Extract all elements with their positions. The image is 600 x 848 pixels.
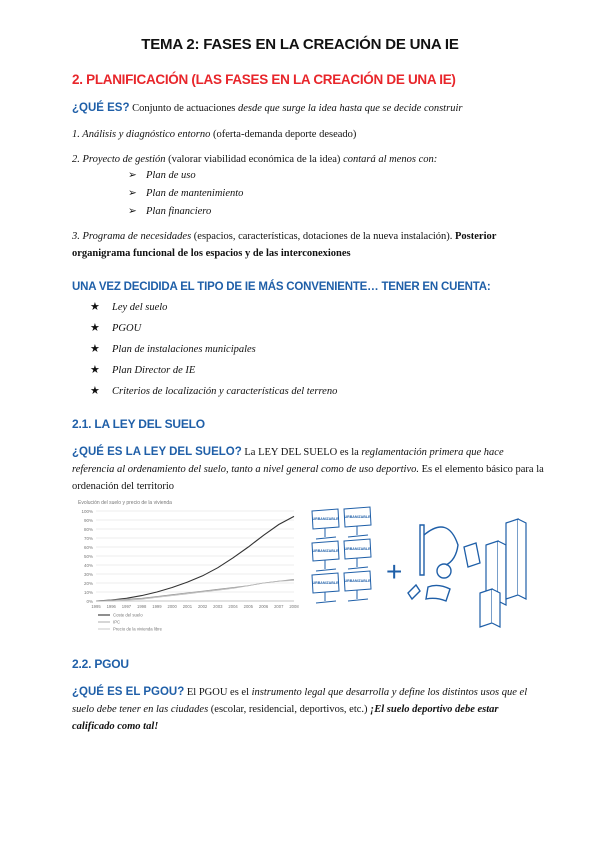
item-3 xyxy=(72,228,542,262)
text-italic: 1. Análisis y diagnóstico entorno xyxy=(72,129,211,140)
x-tick-label: 1999 xyxy=(152,604,162,609)
x-tick-label: 1997 xyxy=(121,604,132,609)
list-item xyxy=(90,297,337,318)
y-tick-label: 20% xyxy=(83,580,93,586)
star-icon: ★ xyxy=(90,385,100,397)
list-item xyxy=(90,318,337,339)
plans-list xyxy=(128,167,243,221)
y-tick-label: 30% xyxy=(83,571,93,577)
text: La LEY DEL SUELO es la xyxy=(241,447,362,458)
question-label: ¿QUÉ ES LA LEY DEL SUELO? xyxy=(72,446,242,458)
y-tick-label: 60% xyxy=(83,544,93,550)
y-tick-label: 90% xyxy=(83,517,93,523)
list-item-label: PGOU xyxy=(112,323,142,334)
list-item-label: Plan Director de IE xyxy=(112,365,196,376)
sign-label: URBANIZABLE xyxy=(312,581,339,585)
chart-legend xyxy=(98,613,163,632)
text: El PGOU es el xyxy=(184,687,252,698)
text-italic: 2. Proyecto de gestión xyxy=(72,154,166,165)
list-item xyxy=(128,203,243,221)
y-tick-label: 0% xyxy=(86,598,93,604)
x-tick-label: 2004 xyxy=(228,604,238,609)
text-italic: instrumento legal que desarrolla y define los distintos usos que el suelo debe tener en las ciudades xyxy=(72,687,528,715)
legend-label: Coste del suelo xyxy=(113,612,143,618)
zoning-sign xyxy=(312,541,339,571)
text-italic: desde que surge la idea hasta que se decide construir xyxy=(238,103,463,114)
star-icon: ★ xyxy=(90,322,100,334)
text: (escolar, residencial, deportivos, etc.) xyxy=(208,704,371,715)
y-tick-label: 10% xyxy=(83,589,93,595)
x-tick-label: 1995 xyxy=(91,604,101,609)
plus-icon: + xyxy=(386,556,403,587)
list-item xyxy=(128,185,243,203)
x-tick-label: 2008 xyxy=(289,604,299,609)
sign-label: URBANIZABLE xyxy=(312,549,339,553)
x-tick-label: 2007 xyxy=(274,604,284,609)
x-tick-label: 2006 xyxy=(258,604,269,609)
text-italic-bold: ¡El suelo deportivo debe estar calificado como tal! xyxy=(72,704,499,732)
list-item xyxy=(90,339,337,360)
text: (valorar viabilidad económica de la idea) xyxy=(165,154,344,165)
section-heading-planificacion: 2. PLANIFICACIÓN (LAS FASES EN LA CREACIÓN DE UNA IE) xyxy=(72,72,456,87)
x-tick-label: 1996 xyxy=(106,604,116,609)
arrow-icon: ➢ xyxy=(128,188,137,199)
zoning-sign xyxy=(312,573,339,603)
text-bold: Posterior organigrama funcional de los espacios y de las interconexiones xyxy=(72,231,497,259)
arrow-icon: ➢ xyxy=(128,170,137,181)
list-item-label: Criterios de localización y características del terreno xyxy=(112,386,338,397)
text: Es el elemento básico para la ordenación del territorio xyxy=(72,464,544,492)
zoning-sign xyxy=(344,571,371,601)
x-tick-label: 2000 xyxy=(167,604,177,609)
text: Conjunto de actuaciones xyxy=(129,103,238,114)
land-price-chart xyxy=(72,495,300,640)
list-item xyxy=(90,360,337,381)
y-tick-label: 100% xyxy=(81,508,93,514)
list-item-label: Plan de mantenimiento xyxy=(146,188,244,199)
question-label: ¿QUÉ ES EL PGOU? xyxy=(72,686,185,698)
zoning-sign xyxy=(344,539,371,569)
sign-label: URBANIZABLE xyxy=(344,515,371,519)
crane-icon xyxy=(408,525,458,601)
y-tick-label: 70% xyxy=(83,535,93,541)
chart-grid xyxy=(96,511,294,601)
paragraph-ley-del-suelo xyxy=(72,444,544,495)
sign-label: URBANIZABLE xyxy=(344,547,371,551)
x-tick-label: 2003 xyxy=(213,604,223,609)
list-item-label: Ley del suelo xyxy=(112,302,168,313)
star-icon: ★ xyxy=(90,343,100,355)
section-heading-pgou: 2.2. PGOU xyxy=(72,657,129,671)
question-label: ¿QUÉ ES? xyxy=(72,102,130,114)
buildings-icon xyxy=(480,519,526,627)
text: (espacios, características, dotaciones de la nueva instalación). xyxy=(191,231,456,242)
x-tick-label: 1998 xyxy=(137,604,147,609)
section-heading-decided: UNA VEZ DECIDIDA EL TIPO DE IE MÁS CONVENIENTE… TENER EN CUENTA: xyxy=(72,281,491,293)
legend-label: IPC xyxy=(113,619,121,625)
x-tick-label: 2005 xyxy=(243,604,253,609)
text-italic: reglamentación primera que hace referencia al ordenamiento del suelo, tanto a nivel general como de uso deportivo. xyxy=(72,447,504,475)
item-1 xyxy=(72,126,542,143)
chart-x-ticks xyxy=(91,604,299,609)
paragraph-que-es xyxy=(72,100,542,117)
star-icon: ★ xyxy=(90,301,100,313)
zoning-sign xyxy=(344,507,371,537)
list-item-label: Plan financiero xyxy=(146,206,212,217)
land-use-illustration xyxy=(308,505,536,630)
item-2 xyxy=(72,151,542,168)
list-item xyxy=(128,167,243,185)
zoning-sign xyxy=(312,509,339,539)
text-italic: 3. Programa de necesidades xyxy=(72,231,192,242)
y-tick-label: 80% xyxy=(83,526,93,532)
list-item-label: Plan de instalaciones municipales xyxy=(112,344,256,355)
phone-icon xyxy=(464,543,480,567)
section-heading-ley-del-suelo: 2.1. LA LEY DEL SUELO xyxy=(72,417,205,431)
chart-title: Evolución del suelo y precio de la vivienda xyxy=(78,500,172,506)
y-tick-label: 40% xyxy=(83,562,93,568)
considerations-list xyxy=(90,297,337,402)
legend-label: Precio de la vivienda libre xyxy=(113,626,162,632)
chart-y-ticks xyxy=(81,509,93,604)
list-item-label: Plan de uso xyxy=(146,170,196,181)
paragraph-pgou xyxy=(72,684,542,735)
sign-label: URBANIZABLE xyxy=(344,579,371,583)
text-italic: contará al menos con: xyxy=(343,154,438,165)
sign-label: URBANIZABLE xyxy=(312,517,339,521)
x-tick-label: 2002 xyxy=(197,604,208,609)
arrow-icon: ➢ xyxy=(128,206,137,217)
list-item xyxy=(90,381,337,402)
y-tick-label: 50% xyxy=(83,553,93,559)
x-tick-label: 2001 xyxy=(182,604,193,609)
page-title: TEMA 2: FASES EN LA CREACIÓN DE UNA IE xyxy=(141,36,459,53)
text: (oferta-demanda deporte deseado) xyxy=(210,129,357,140)
zoning-signs xyxy=(312,507,371,603)
star-icon: ★ xyxy=(90,364,100,376)
